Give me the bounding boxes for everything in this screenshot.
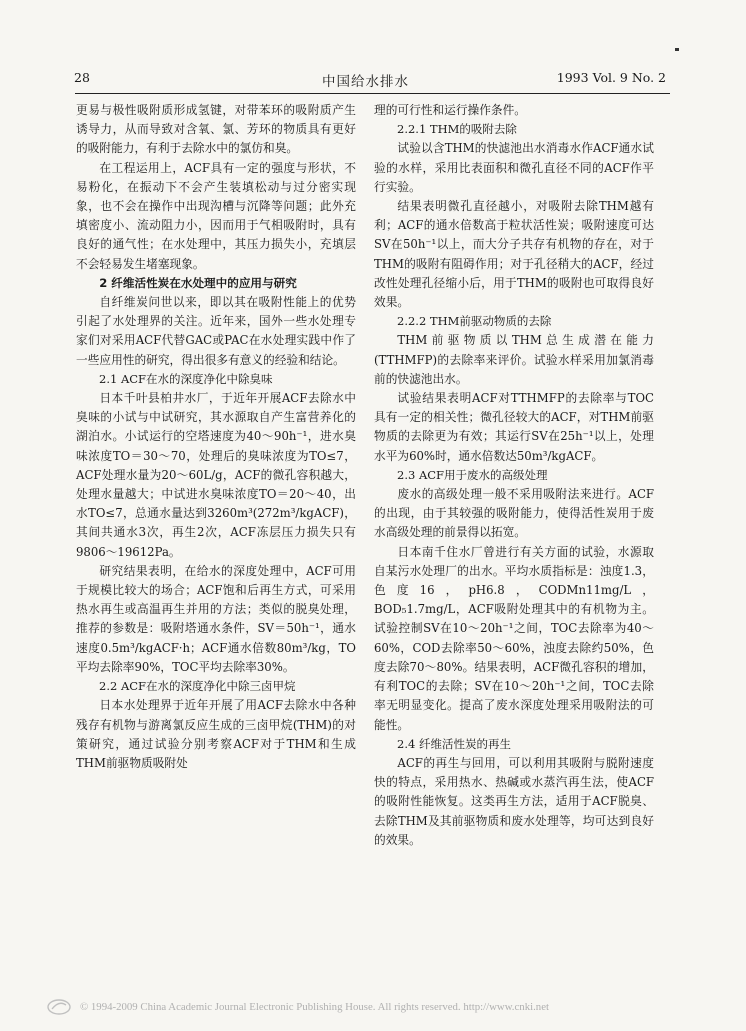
- left-subsection-heading: 2.1 ACF在水的深度净化中除臭味: [99, 371, 273, 386]
- right-paragraph: 试验结果表明ACF对TTHMFP的去除率与TOC具有一定的相关性；微孔径较大的ACF，对THM前驱物质的去除更为有效；其运行SV在25h⁻¹以上，处理水平为60%时，通水倍数达50m³/kgACF。: [374, 391, 654, 463]
- header-rule: [75, 93, 670, 94]
- right-paragraph: 废水的高级处理一般不采用吸附法来进行。ACF的出现，由于其较强的吸附能力，使得活性炭用于废水高级处理的前景得以拓宽。: [374, 487, 654, 540]
- issue-info: 1993 Vol. 9 No. 2: [556, 70, 666, 85]
- right-subsection-heading: 2.2.1 THM的吸附去除: [397, 122, 517, 137]
- left-paragraph: 日本水处理界于近年开展了用ACF去除水中各种残存有机物与游离氯反应生成的三卤甲烷(THM)的对策研究，通过试验分别考察ACF对于THM和生成THM前驱物质吸附处: [76, 698, 356, 770]
- copyright-footer: © 1994-2009 China Academic Journal Electronic Publishing House. All rights reserved. http://www.cnki.net: [80, 1001, 549, 1013]
- page-header: [60, 70, 672, 92]
- right-paragraph: ACF的再生与回用，可以利用其吸附与脱附速度快的特点，采用热水、热碱或水蒸汽再生法，使ACF的吸附性能恢复。这类再生方法，适用于ACF脱臭、去除THM及其前驱物质和废水处理等，均可达到良好的效果。: [374, 755, 654, 847]
- left-section-heading: 2 纤维活性炭在水处理中的应用与研究: [99, 275, 297, 290]
- left-subsection-heading: 2.2 ACF在水的深度净化中除三卤甲烷: [99, 679, 296, 694]
- left-column: [76, 101, 356, 773]
- right-paragraph: 日本南千住水厂曾进行有关方面的试验，水源取自某污水处理厂的出水。平均水质指标是：浊度1.3，色度16，pH6.8，CODMn11mg/L，BOD₅1.7mg/L，ACF吸附处理其中的有机物为主。试验控制SV在10～20h⁻¹之间，TOC去除率为40～60%，COD去除率50～60%，浊度去除约50%，色度去除70～80%。结果表明，ACF微孔容积的增加，有利TOC的去除；SV在10～20h⁻¹之间，TOC去除率无明显变化。提高了废水深度处理采用吸附法的可能性。: [374, 544, 654, 732]
- scan-artifact: [675, 48, 679, 51]
- right-column: [374, 101, 654, 850]
- left-paragraph: 自纤维炭问世以来，即以其在吸附性能上的优势引起了水处理界的关注。近年来，国外一些水处理专家们对采用ACF代替GAC或PAC在水处理实践中作了一些应用性的研究，得出很多有意义的经验和结论。: [76, 295, 356, 367]
- right-subsection-heading: 2.4 纤维活性炭的再生: [397, 736, 511, 751]
- left-paragraph: 研究结果表明，在给水的深度处理中，ACF可用于规模比较大的场合；ACF饱和后再生方式，可采用热水再生或高温再生并用的方法；类似的脱臭处理，推荐的参数是：吸附塔通水条件，SV＝50h⁻¹，通水速度0.5m³/kgACF·h；ACF通水倍数80m³/kg，TO平均去除率90%，TOC平均去除率30%。: [76, 563, 356, 674]
- left-paragraph: 日本千叶县柏井水厂，于近年开展ACF去除水中臭味的小试与中试研究，其水源取自产生富营养化的湖泊水。小试运行的空塔速度为40～90h⁻¹，进水臭味浓度TO＝30～70，处理后的臭味浓度为TO≤7，ACF处理水量为20～60L/g，ACF的微孔容积越大，处理水量越大；中试进水臭味浓度TO＝20～40，出水TO≤7，总通水量达到3260m³(272m³/kgACF)，其间共通水3次，再生2次，ACF冻层压力损失只有9806～19612Pa。: [76, 391, 356, 559]
- left-paragraph: 更易与极性吸附质形成氢键，对带苯环的吸附质产生诱导力，从而导致对含氧、氯、芳环的物质具有更好的吸附能力，有利于去除水中的氯仿和臭。: [76, 103, 356, 156]
- page-number: 28: [74, 70, 90, 85]
- right-paragraph: 理的可行性和运行操作条件。: [374, 103, 526, 117]
- right-paragraph: 试验以含THM的快滤池出水消毒水作ACF通水试验的水样，采用比表面积和微孔直径不同的ACF作平行实验。: [374, 141, 654, 194]
- right-subsection-heading: 2.2.2 THM前驱动物质的去除: [397, 314, 552, 329]
- right-paragraph: 结果表明微孔直径越小，对吸附去除THM越有利；ACF的通水倍数高于粒状活性炭；吸附速度可达SV在50h⁻¹以上，而大分子共存有机物的存在，对于THM的吸附有阻碍作用；对于孔径稍大的ACF，经过改性处理孔径缩小后，用于THM的吸附也可取得良好效果。: [374, 199, 654, 310]
- journal-title: 中国给水排水: [322, 74, 409, 90]
- right-subsection-heading: 2.3 ACF用于废水的高级处理: [397, 467, 548, 482]
- cnki-logo-icon: [46, 997, 72, 1017]
- left-paragraph: 在工程运用上，ACF具有一定的强度与形状，不易粉化，在振动下不会产生装填松动与过分密实现象，也不会在操作中出现沟槽与沉降等问题；此外充填密度小、流动阻力小，因而用于气相吸附时，具有良好的通气性；在水处理中，其压力损失小，充填层不会轻易发生堵塞现象。: [76, 160, 356, 271]
- right-paragraph: THM前驱物质以THM总生成潜在能力(TTHMFP)的去除率来评价。试验水样采用加氯消毒前的快滤池出水。: [374, 333, 654, 386]
